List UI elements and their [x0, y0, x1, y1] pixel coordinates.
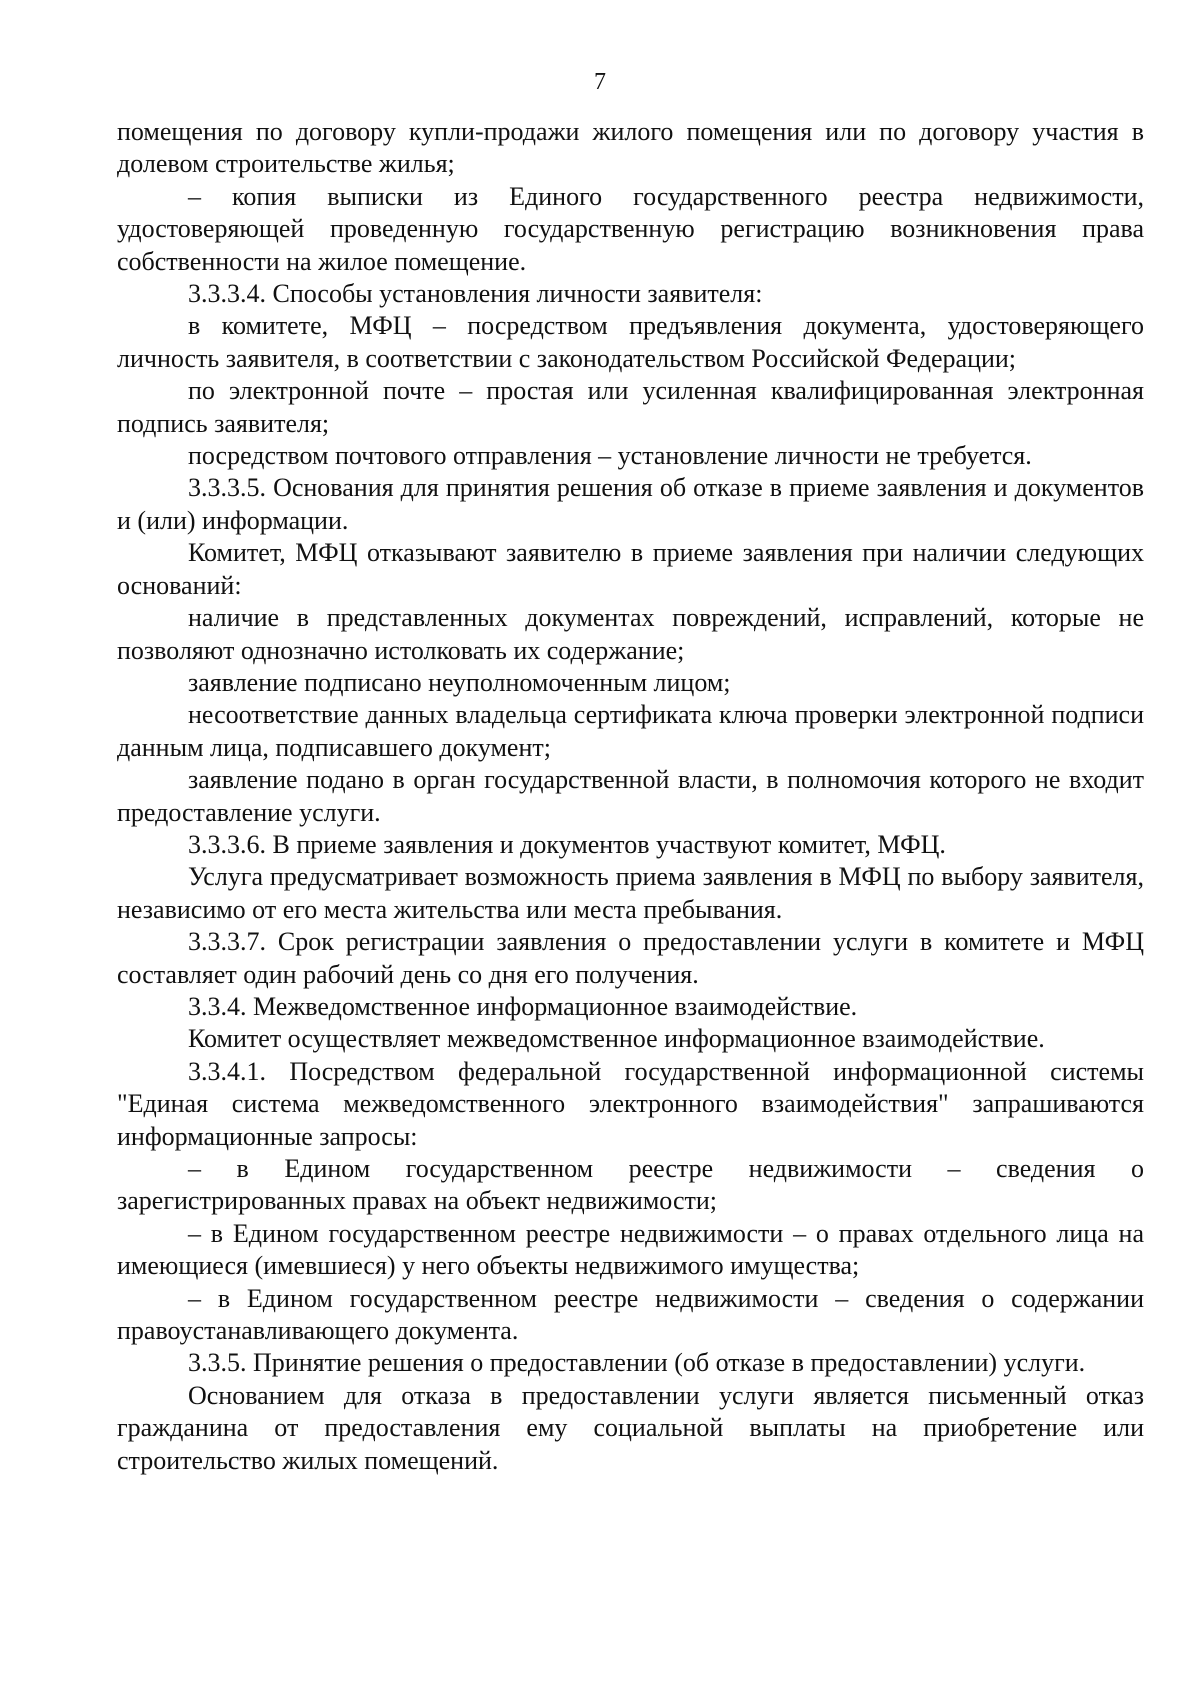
paragraph: 3.3.4.1. Посредством федеральной государственной информационной системы "Единая система межведомственного электронного взаимодействия" запрашиваются информационные запросы:: [117, 1056, 1144, 1151]
paragraph: Основанием для отказа в предоставлении услуги является письменный отказ гражданина от предоставления ему социальной выплаты на приобретение или строительство жилых помещений.: [117, 1380, 1144, 1475]
paragraph: – копия выписки из Единого государственного реестра недвижимости, удостоверяющей проведенную государственную регистрацию возникновения права собственности на жилое помещение.: [117, 181, 1144, 276]
paragraph: заявление подано в орган государственной власти, в полномочия которого не входит предоставление услуги.: [117, 765, 1144, 827]
paragraph: – в Едином государственном реестре недвижимости – о правах отдельного лица на имеющиеся (имевшиеся) у него объекты недвижимого имущества;: [117, 1218, 1144, 1281]
paragraph: помещения по договору купли-продажи жилого помещения или по договору участия в долевом строительстве жилья;: [117, 117, 1144, 179]
paragraph: Услуга предусматривает возможность приема заявления в МФЦ по выбору заявителя, независимо от его места жительства или места пребывания.: [117, 862, 1144, 924]
paragraph: 3.3.3.4. Способы установления личности заявителя:: [188, 279, 763, 309]
paragraph: Комитет, МФЦ отказывают заявителю в приеме заявления при наличии следующих оснований:: [117, 538, 1144, 600]
paragraph: Комитет осуществляет межведомственное информационное взаимодействие.: [188, 1024, 1045, 1054]
paragraph: – в Едином государственном реестре недвижимости – сведения о содержании правоустанавливающего документа.: [117, 1283, 1144, 1346]
paragraph: посредством почтового отправления – установление личности не требуется.: [188, 441, 1032, 471]
paragraph: 3.3.3.6. В приеме заявления и документов участвуют комитет, МФЦ.: [188, 829, 946, 859]
paragraph: несоответствие данных владельца сертификата ключа проверки электронной подписи данным лица, подписавшего документ;: [117, 700, 1144, 762]
paragraph: по электронной почте – простая или усиленная квалифицированная электронная подпись заявителя;: [117, 376, 1144, 438]
page-number: 7: [594, 69, 606, 95]
paragraph: в комитете, МФЦ – посредством предъявления документа, удостоверяющего личность заявителя, в соответствии с законодательством Российской Федерации;: [117, 311, 1144, 373]
paragraph: 3.3.5. Принятие решения о предоставлении (об отказе в предоставлении) услуги.: [188, 1348, 1086, 1378]
document-body: [117, 116, 1144, 1477]
paragraph: заявление подписано неуполномоченным лицом;: [188, 667, 731, 697]
paragraph: 3.3.3.7. Срок регистрации заявления о предоставлении услуги в комитете и МФЦ составляет один рабочий день со дня его получения.: [117, 927, 1144, 989]
paragraph: 3.3.3.5. Основания для принятия решения об отказе в приеме заявления и документов и (или) информации.: [117, 473, 1144, 535]
paragraph: – в Едином государственном реестре недвижимости – сведения о зарегистрированных правах на объект недвижимости;: [117, 1154, 1144, 1216]
paragraph: 3.3.4. Межведомственное информационное взаимодействие.: [188, 991, 858, 1021]
paragraph: наличие в представленных документах повреждений, исправлений, которые не позволяют однозначно истолковать их содержание;: [117, 603, 1144, 665]
